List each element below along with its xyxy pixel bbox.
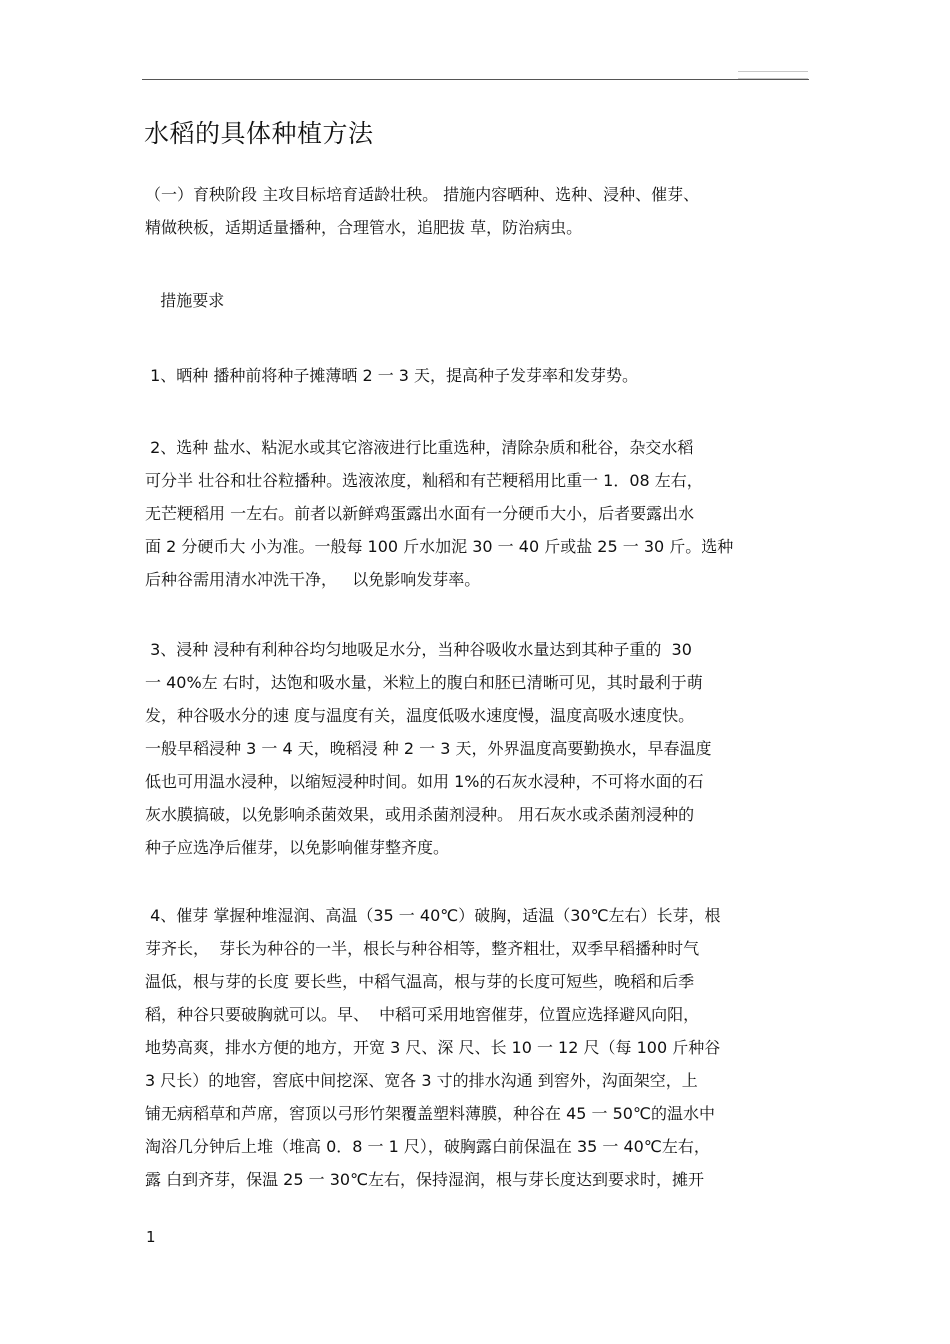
- paragraph-seedling-stage: [145, 178, 810, 244]
- paragraph-line: 露 白到齐芽，保温 25 一 30℃左右，保持湿润，根与芽长度达到要求时，摊开: [145, 1170, 705, 1189]
- paragraph-line: 种子应选净后催芽，以免影响催芽整齐度。: [145, 838, 450, 857]
- paragraph-line: 发，种谷吸水分的速 度与温度有关，温度低吸水速度慢，温度高吸水速度快。: [145, 706, 695, 725]
- paragraph-line: 一 40%左 右时，达饱和吸水量，米粒上的腹白和胚已清晰可见，其时最利于萌: [145, 673, 703, 692]
- paragraph-line: 面 2 分硬币大 小为准。一般每 100 斤水加泥 30 一 40 斤或盐 25 一 30 斤。选种: [145, 537, 734, 556]
- page-number: 1: [146, 1228, 156, 1246]
- paragraph-line: 一般早稻浸种 3 一 4 天，晚稻浸 种 2 一 3 天，外界温度高要勤换水，早春温度: [145, 739, 712, 758]
- paragraph-line: 2、选种 盐水、粘泥水或其它溶液进行比重选种，清除杂质和秕谷，杂交水稻: [145, 438, 694, 457]
- paragraph-line: 温低，根与芽的长度 要长些，中稻气温高，根与芽的长度可短些，晚稻和后季: [145, 972, 695, 991]
- paragraph-seed-soaking: [145, 633, 810, 864]
- paragraph-line: 淘浴几分钟后上堆（堆高 0．8 一 1 尺），破胸露白前保温在 35 一 40℃左右，: [145, 1137, 710, 1156]
- paragraph-line: 4、催芽 掌握种堆湿润、高温（35 一 40℃）破胸，适温（30℃左右）长芽，根: [145, 906, 721, 925]
- paragraph-line: 后种谷需用清水冲洗干净， 以免影响发芽率。: [145, 570, 481, 589]
- paragraph-line: 铺无病稻草和芦席，窖顶以弓形竹架覆盖塑料薄膜，种谷在 45 一 50℃的温水中: [145, 1104, 715, 1123]
- paragraph-seed-selection: [145, 431, 810, 596]
- paragraph-line: 地势高爽，排水方便的地方，开宽 3 尺、深 尺、长 10 一 12 尺（每 100 斤种谷: [145, 1038, 721, 1057]
- paragraph-line: 1、晒种 播种前将种子摊薄晒 2 一 3 天，提高种子发芽率和发芽势。: [145, 366, 639, 385]
- paragraph-line: 3、浸种 浸种有利种谷均匀地吸足水分，当种谷吸收水量达到其种子重的 30: [145, 640, 692, 659]
- header-rule: [142, 79, 809, 80]
- paragraph-line: （一）育秧阶段 主攻目标培育适龄壮秧。 措施内容晒种、选种、浸种、催芽、: [145, 185, 700, 204]
- document-title: 水稻的具体种植方法: [144, 119, 374, 148]
- paragraph-line: 可分半 壮谷和壮谷粒播种。选液浓度，籼稻和有芒粳稻用比重一 1．08 左右，: [145, 471, 703, 490]
- header-decoration: [738, 71, 808, 79]
- paragraph-line: 稻，种谷只要破胸就可以。早、 中稻可采用地窖催芽，位置应选择避风向阳，: [145, 1005, 700, 1024]
- paragraph-measures-heading: [145, 284, 810, 317]
- paragraph-sun-drying: [145, 359, 810, 392]
- paragraph-line: 低也可用温水浸种，以缩短浸种时间。如用 1%的石灰水浸种，不可将水面的石: [145, 772, 704, 791]
- paragraph-line: 灰水膜搞破，以免影响杀菌效果，或用杀菌剂浸种。 用石灰水或杀菌剂浸种的: [145, 805, 695, 824]
- paragraph-germination: [145, 899, 810, 1196]
- paragraph-line: 3 尺长）的地窖，窖底中间挖深、宽各 3 寸的排水沟通 到窖外，沟面架空，上: [145, 1071, 698, 1090]
- paragraph-line: 芽齐长， 芽长为种谷的一半，根长与种谷相等，整齐粗壮，双季早稻播种时气: [145, 939, 700, 958]
- paragraph-line: 精做秧板，适期适量播种，合理管水，追肥拔 草，防治病虫。: [145, 218, 583, 237]
- paragraph-line: 无芒粳稻用 一左右。前者以新鲜鸡蛋露出水面有一分硬币大小，后者要露出水: [145, 504, 695, 523]
- paragraph-line: 措施要求: [145, 291, 225, 310]
